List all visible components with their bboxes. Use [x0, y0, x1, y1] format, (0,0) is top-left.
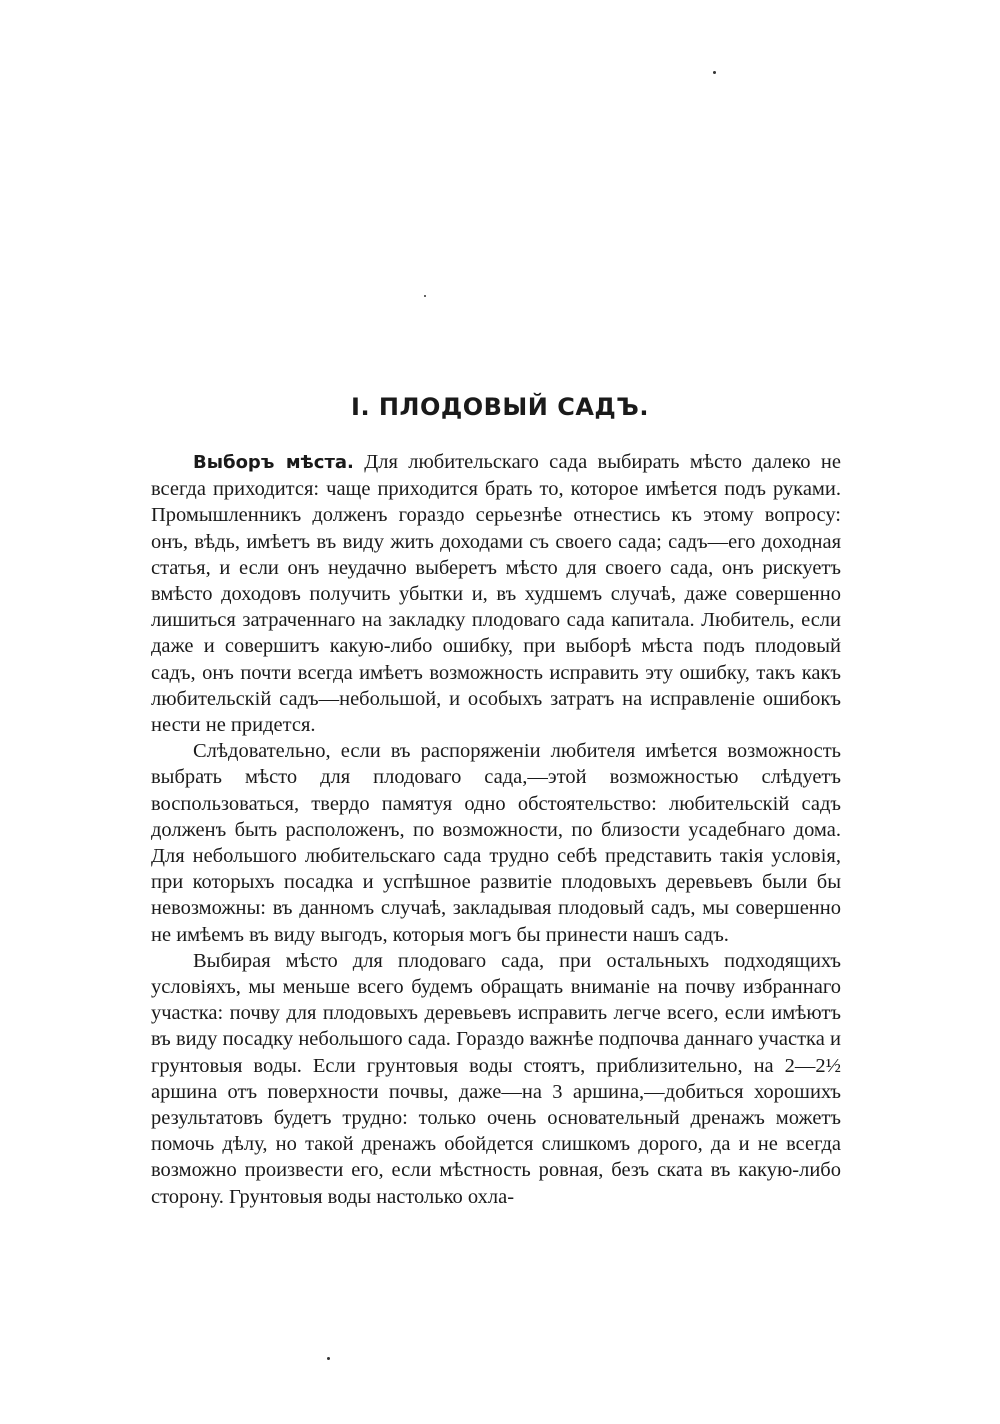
- paragraph-1: [151, 449, 841, 738]
- print-speck: [327, 1357, 330, 1360]
- paragraph-2: Слѣдовательно, если въ распоряженіи любителя имѣется возможность выбрать мѣсто для плодоваго сада,—этой возможностью слѣдуетъ воспользоваться, твердо памятуя одно обстоятельство: любительскій садъ долженъ быть расположенъ, по возможности, по близости усадебнаго дома. Для небольшого любительскаго сада трудно себѣ представить такія условія, при которыхъ посадка и успѣшное развитіе плодовыхъ деревьевъ были бы невозможны: въ данномъ случаѣ, закладывая плодовый садъ, мы совершенно не имѣемъ въ виду выгодъ, которыя могъ бы принести нашъ садъ.: [151, 740, 841, 946]
- paragraph-1-text: Для любительскаго сада выбирать мѣсто далеко не всегда приходится: чаще приходится брать то, которое имѣется подъ руками. Промышленникъ долженъ гораздо серьезнѣе отнестись къ этому вопросу: онъ, вѣдь, имѣетъ въ виду жить доходами съ своего сада; садъ—его доходная статья, и если онъ неудачно выберетъ мѣсто для своего сада, онъ рискуетъ вмѣсто доходовъ получить убытки и, въ худшемъ случаѣ, даже совершенно лишиться затраченнаго на закладку плодоваго сада капитала. Любитель, если даже и совершитъ какую-либо ошибку, при выборѣ мѣста подъ плодовый садъ, онъ почти всегда имѣетъ возможность исправить эту ошибку, такъ какъ любительскій садъ—небольшой, и особыхъ затратъ на исправленіе ошибокъ нести не придется.: [151, 451, 841, 737]
- chapter-title: I. ПЛОДОВЫЙ САДЪ.: [351, 393, 649, 421]
- chapter-body: [151, 449, 841, 1210]
- print-speck: [713, 71, 716, 74]
- paragraph-3: Выбирая мѣсто для плодоваго сада, при остальныхъ подходящихъ условіяхъ, мы меньше всего будемъ обращать вниманіе на почву избраннаго участка: почву для плодовыхъ деревьевъ исправить легче всего, если имѣютъ въ виду посадку небольшого сада. Гораздо важнѣе подпочва даннаго участка и грунтовыя воды. Если грунтовыя воды стоятъ, приблизительно, на 2—2½ аршина отъ поверхности почвы, даже—на 3 аршина,—добиться хорошихъ результатовъ будетъ трудно: только очень основательный дренажъ можетъ помочь дѣлу, но такой дренажъ обойдется слишкомъ дорого, да и не всегда возможно произвести его, если мѣстность ровная, безъ ската въ какую-либо сторону. Грунтовыя воды настолько охла-: [151, 949, 841, 1208]
- print-speck: [424, 295, 426, 297]
- section-heading: Выборъ мѣста.: [193, 452, 354, 473]
